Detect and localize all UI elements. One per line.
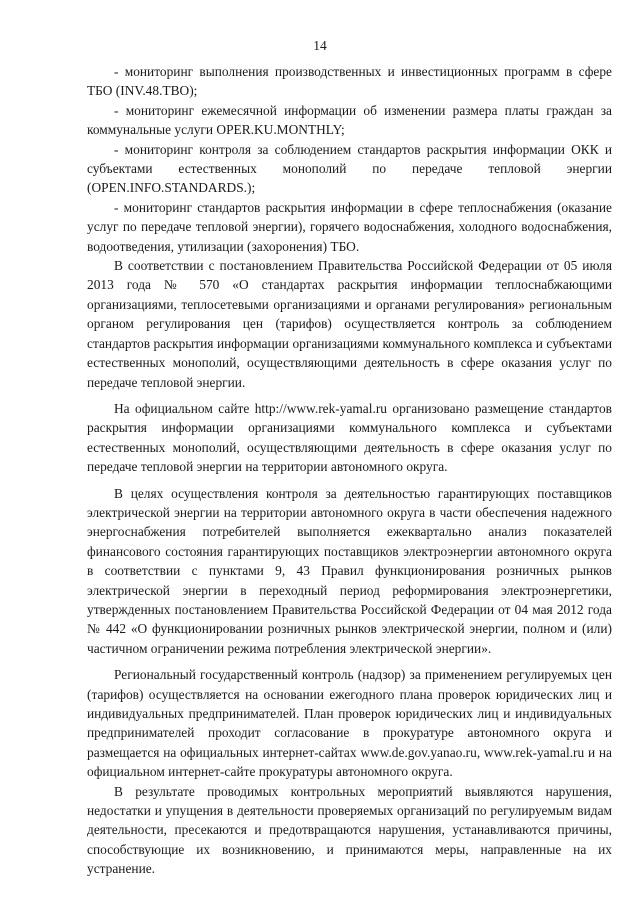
page-number: 14 — [313, 38, 327, 53]
document-body — [87, 62, 612, 879]
bullet-monitoring-disclosure-okk: - мониторинг контроля за соблюдением стандартов раскрытия информации ОКК и субъектами естественных монополий по передаче тепловой энергии (OPEN.INFO.STANDARDS.); — [87, 141, 612, 196]
paragraph-official-site: На официальном сайте http://www.rek-yamal.ru организовано размещение стандартов раскрытия информации организациями коммунального комплекса и субъектами естественных монополий, осуществляющими деятельность в сфере оказания услуг по передаче тепловой энергии на территории автономного округа. — [87, 400, 612, 475]
paragraph-regional-control: Региональный государственный контроль (надзор) за применением регулируемых цен (тарифов) осуществляется на основании ежегодного плана проверок юридических лиц и индивидуальных предпринимателей. План проверок юридических лиц и индивидуальных предпринимателей проходит согласование в прокуратуре автономного округа и размещается на официальных интернет-сайтах www.de.gov.yanao.ru, www.rek-yamal.ru и на официальном интернет-сайте прокуратуры автономного округа. — [87, 667, 612, 780]
paragraph-inspection-results: В результате проводимых контрольных мероприятий выявляются нарушения, недостатки и упущения в деятельности проверяемых организаций по регулируемым видам деятельности, пресекаются и предотвращаются нарушения, устанавливаются причины, способствующие их возникновению, и принимаются меры, направленные на их устранение. — [87, 783, 612, 877]
bullet-monitoring-monthly-fees: - мониторинг ежемесячной информации об изменении размера платы граждан за коммунальные услуги OPER.KU.MONTHLY; — [87, 102, 612, 138]
bullet-monitoring-heat-supply-standards: - мониторинг стандартов раскрытия информации в сфере теплоснабжения (оказание услуг по передаче тепловой энергии), горячего водоснабжения, холодного водоснабжения, водоотведения, утилизации (захоронения) ТБО. — [87, 199, 612, 254]
bullet-monitoring-investment: - мониторинг выполнения производственных и инвестиционных программ в сфере ТБО (INV.48.ТВО); — [87, 64, 612, 99]
paragraph-guaranteeing-suppliers: В целях осуществления контроля за деятельностью гарантирующих поставщиков электрической энергии на территории автономного округа в части обеспечения надежного энергоснабжения потребителей выполняется ежеквартально анализ показателей финансового состояния гарантирующих поставщиков электроэнергии автономного округа в соответствии с пунктами 9, 43 Правил функционирования розничных рынков электрической энергии в переходный период реформирования электроэнергетики, утвержденных постановлением Правительства Российской Федерации от 04 мая 2012 года № 442 «О функционировании розничных рынков электрической энергии, полном и (или) частичном ограничении режима потребления электрической энергии». — [87, 485, 612, 656]
paragraph-resolution-570: В соответствии с постановлением Правительства Российской Федерации от 05 июля 2013 года № 570 «О стандартах раскрытия информации теплоснабжающими организациями, теплосетевыми организациями и органами регулирования» региональным органом регулирования цен (тарифов) осуществляется контроль за соблюдением стандартов раскрытия информации организациями коммунального комплекса и субъектами естественных монополий, осуществляющими деятельность в сфере оказания услуг по передаче тепловой энергии. — [87, 258, 612, 390]
